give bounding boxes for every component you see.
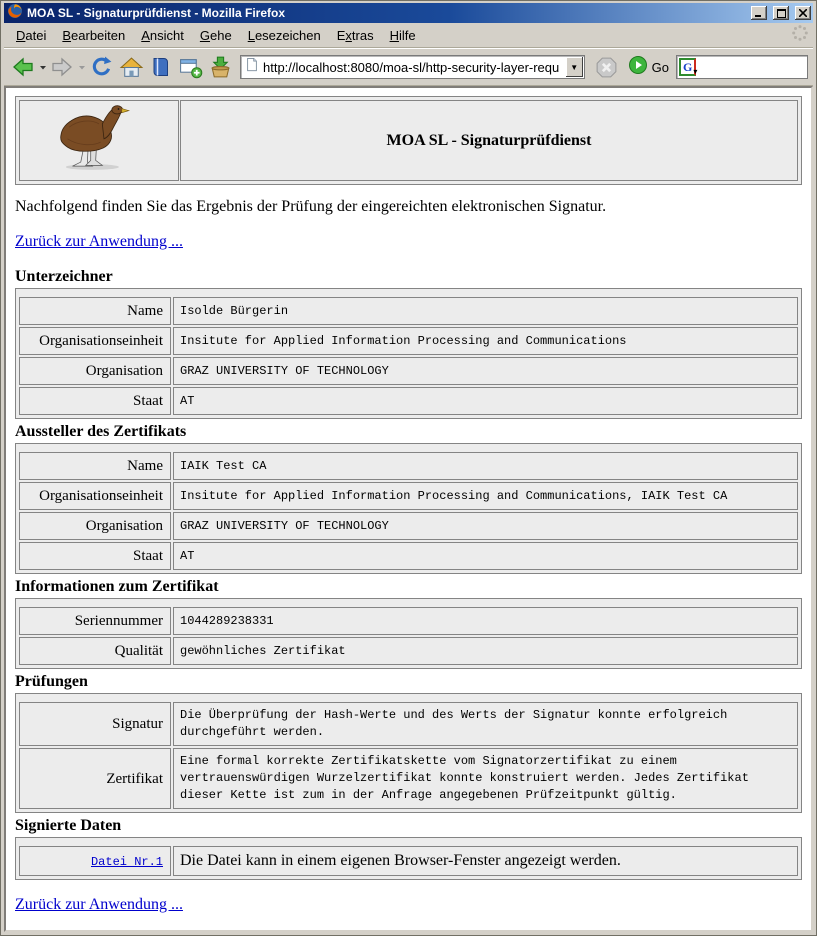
url-input[interactable] (263, 60, 562, 75)
row-label: Organisationseinheit (19, 327, 171, 355)
table-row (19, 482, 798, 510)
table-row (19, 357, 798, 385)
row-label: Organisation (19, 357, 171, 385)
menu-ansicht[interactable]: Ansicht (141, 27, 184, 43)
table-row (19, 607, 798, 635)
bookmarks-icon[interactable] (147, 51, 175, 83)
menu-datei[interactable]: Datei (16, 27, 47, 43)
table-pruefungen (15, 693, 802, 813)
table-row (19, 702, 798, 746)
browser-viewport (4, 86, 813, 932)
titlebar (4, 3, 813, 23)
section-heading-aussteller: Aussteller des Zertifikats (15, 423, 187, 440)
table-row (19, 846, 798, 876)
table-row (19, 748, 798, 809)
table-aussteller (15, 443, 802, 574)
row-label: Name (19, 297, 171, 325)
home-icon[interactable] (117, 51, 146, 83)
back-to-application-link-top[interactable]: Zurück zur Anwendung ... (15, 233, 183, 250)
downloads-icon[interactable] (206, 51, 235, 83)
back-icon[interactable] (9, 51, 37, 83)
datei-nr1-link[interactable]: Datei Nr.1 (90, 854, 163, 869)
row-value: IAIK Test CA (173, 452, 798, 480)
go-button[interactable] (622, 55, 675, 80)
search-input[interactable] (699, 60, 805, 74)
page-icon (245, 57, 259, 77)
back-to-application-link-bottom[interactable]: Zurück zur Anwendung ... (15, 896, 183, 913)
maximize-icon[interactable] (773, 6, 789, 20)
menu-extras[interactable]: Extras (336, 27, 374, 43)
stop-icon[interactable] (592, 51, 621, 83)
forward-icon[interactable] (48, 51, 76, 83)
table-row (19, 327, 798, 355)
row-label: Signatur (19, 702, 171, 746)
table-row (19, 512, 798, 540)
row-value: GRAZ UNIVERSITY OF TECHNOLOGY (173, 512, 798, 540)
table-signierte-daten (15, 837, 802, 880)
row-label: Seriennummer (19, 607, 171, 635)
table-row (19, 542, 798, 570)
row-label: Name (19, 452, 171, 480)
row-value: Insitute for Applied Information Processing and Communications, IAIK Test CA (173, 482, 798, 510)
row-value: AT (173, 542, 798, 570)
back-dropdown-icon[interactable] (38, 63, 47, 71)
row-label: Staat (19, 542, 171, 570)
moa-bird-logo (19, 100, 179, 181)
row-value: Die Überprüfung der Hash-Werte und des Werts der Signatur konnte erfolgreich durchgeführt werden. (173, 702, 798, 746)
row-label: Zertifikat (19, 748, 171, 809)
row-value: 1044289238331 (173, 607, 798, 635)
row-value: Eine formal korrekte Zertifikatskette vom Signatorzertifikat zu einem vertrauenswürdigen Wurzelzertifikat konnte konstruiert werden. Jedes Zertifikat dieser Kette ist zum in der Anfrage angegebenen Prüfzeitpunkt gültig. (173, 748, 798, 809)
table-row (19, 387, 798, 415)
banner-title: MOA SL - Signaturprüfdienst (180, 100, 798, 181)
section-heading-unterzeichner: Unterzeichner (15, 268, 113, 285)
go-icon (628, 55, 648, 80)
url-bar[interactable] (240, 55, 585, 79)
row-label: Organisationseinheit (19, 482, 171, 510)
menu-hilfe[interactable]: Hilfe (389, 27, 416, 43)
reload-icon[interactable] (87, 51, 116, 83)
navigation-toolbar (4, 48, 813, 86)
row-value: Die Datei kann in einem eigenen Browser-Fenster angezeigt werden. (173, 846, 798, 876)
window-title: MOA SL - Signaturprüfdienst - Mozilla Firefox (27, 6, 286, 20)
table-row (19, 297, 798, 325)
row-label: Qualität (19, 637, 171, 665)
section-heading-signierte-daten: Signierte Daten (15, 817, 122, 834)
page-content (6, 88, 811, 922)
row-label (19, 846, 171, 876)
forward-dropdown-icon[interactable] (77, 63, 86, 71)
section-heading-zertifikat-info: Informationen zum Zertifikat (15, 578, 219, 595)
row-value: AT (173, 387, 798, 415)
row-value: gewöhnliches Zertifikat (173, 637, 798, 665)
row-label: Organisation (19, 512, 171, 540)
firefox-icon (7, 3, 23, 24)
url-dropdown-icon[interactable]: ▼ (566, 57, 583, 77)
row-value: GRAZ UNIVERSITY OF TECHNOLOGY (173, 357, 798, 385)
banner (15, 96, 802, 185)
new-window-icon[interactable] (176, 51, 205, 83)
minimize-icon[interactable] (751, 6, 767, 20)
table-zertifikat-info (15, 598, 802, 669)
menubar (4, 23, 813, 48)
intro-text: Nachfolgend finden Sie das Ergebnis der Prüfung der eingereichten elektronischen Signatur. (15, 198, 607, 215)
table-row (19, 452, 798, 480)
throbber-icon (791, 24, 809, 47)
menu-gehe[interactable]: Gehe (199, 27, 232, 43)
row-value: Isolde Bürgerin (173, 297, 798, 325)
section-heading-pruefungen: Prüfungen (15, 673, 88, 690)
google-logo-icon[interactable]: G ▾ (679, 58, 696, 76)
menu-lesezeichen[interactable]: Lesezeichen (247, 27, 321, 43)
menu-bearbeiten[interactable]: Bearbeiten (62, 27, 126, 43)
table-unterzeichner (15, 288, 802, 419)
row-label: Staat (19, 387, 171, 415)
row-value: Insitute for Applied Information Processing and Communications (173, 327, 798, 355)
go-label: Go (651, 59, 669, 75)
table-row (19, 637, 798, 665)
close-icon[interactable] (795, 6, 811, 20)
search-bar[interactable] (676, 55, 808, 79)
